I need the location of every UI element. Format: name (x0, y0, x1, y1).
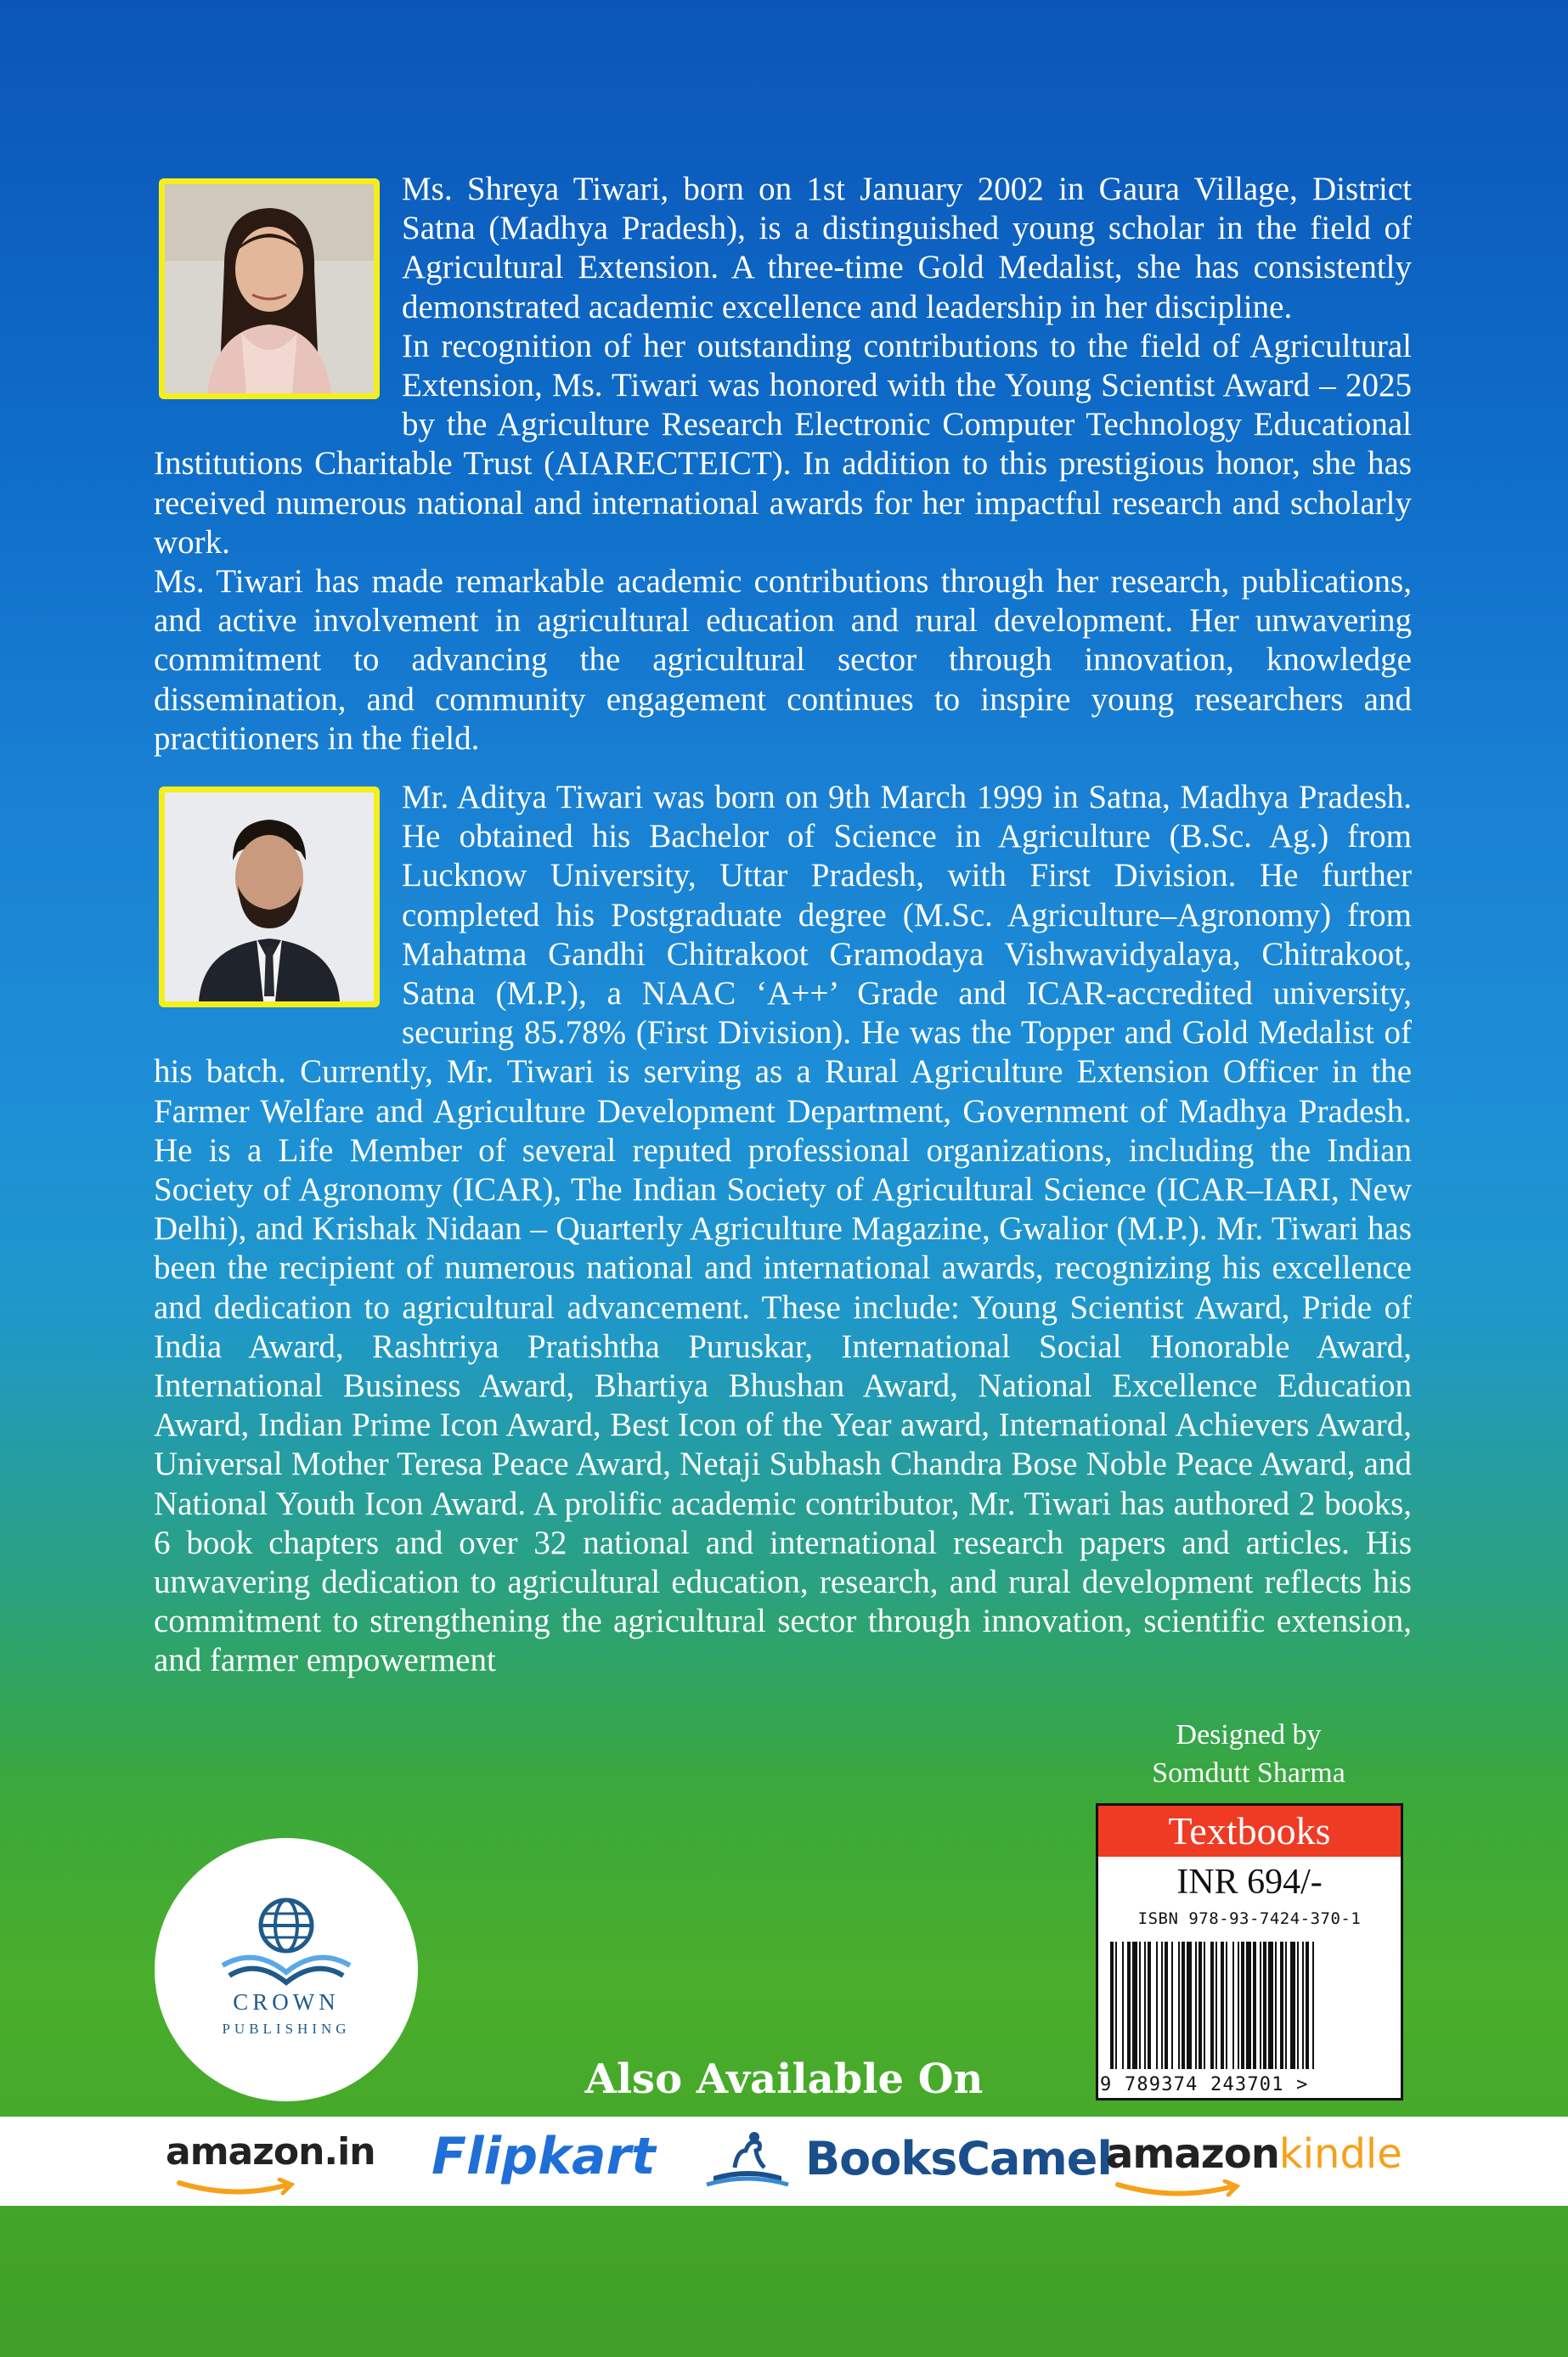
publisher-subname: PUBLISHING (222, 2021, 351, 2037)
barcode-bar (1280, 1942, 1283, 2069)
barcode-bar (1290, 1942, 1295, 2069)
designer-credit (1096, 1716, 1402, 1792)
barcode-bar (1165, 1942, 1168, 2069)
author-two-photo (159, 787, 380, 1007)
barcode-bar (1232, 1942, 1234, 2069)
author-one-photo (159, 178, 380, 399)
man-portrait-icon (165, 792, 374, 1001)
barcode-bar (1148, 1942, 1151, 2069)
barcode-bar (1199, 1942, 1202, 2069)
barcode-bar (1187, 1942, 1192, 2069)
barcode-bar (1285, 1942, 1287, 2069)
barcode-bar (1182, 1942, 1185, 2069)
barcode-bar (1144, 1942, 1146, 2069)
book-category: Textbooks (1098, 1806, 1401, 1857)
barcode-bar (1246, 1942, 1251, 2069)
isbn-number: ISBN 978-93-7424-370-1 (1137, 1909, 1362, 1928)
camel-book-icon (697, 2117, 798, 2202)
author-one-paragraph-2: In recognition of her outstanding contributions to the field of Agricultural Extension, Ms. Tiwari was honored with the Young Scientist Award – 2025 by the Agriculture Research Electronic Computer Technology Educational Institutions Charitable Trust (AIARECTEICT). In addition to this prestigious honor, she has received numerous national and international awards for her impactful research and scholarly work. (154, 327, 1412, 561)
barcode-bar (1238, 1942, 1239, 2069)
kindle-amazon-label: amazon (1106, 2130, 1279, 2178)
barcode-bar (1204, 1942, 1205, 2069)
author-one-bio (154, 170, 1412, 758)
barcode-bar (1302, 1942, 1304, 2069)
barcode-bar (1127, 1942, 1131, 2069)
book-price: INR 694/- (1176, 1863, 1323, 1902)
barcode-bar (1210, 1942, 1214, 2069)
amazon-in-label: amazon.in (166, 2130, 375, 2174)
barcode-bar (1115, 1942, 1117, 2069)
barcode-bar (1122, 1942, 1124, 2069)
barcode-icon (1110, 1942, 1390, 2069)
barcode-digits: 9 789374 243701 > (1100, 2074, 1309, 2095)
amazon-in-logo[interactable] (166, 2130, 375, 2219)
woman-portrait-icon (165, 184, 374, 393)
publisher-name: CROWN (233, 1989, 340, 2015)
also-available-heading: Also Available On (584, 2055, 984, 2103)
flipkart-logo[interactable] (431, 2127, 656, 2216)
flipkart-label: Flipkart (431, 2127, 656, 2186)
bookscamel-label: BooksCamel (805, 2132, 1112, 2185)
author-one-paragraph-1: Ms. Shreya Tiwari, born on 1st January 2002 in Gaura Village, District Satna (Madhya Pradesh), is a distinguished young scholar in the field of Agricultural Extension. A three-time Gold Medalist, she has consistently demonstrated academic excellence and leadership in her discipline. (402, 171, 1412, 325)
author-one-paragraph-3: Ms. Tiwari has made remarkable academic contributions through her research, publications, and active involvement in agricultural education and rural development. Her unwavering commitment to advancing the agricultural sector through innovation, knowledge dissemination, and community engagement continues to inspire young researchers and practitioners in the field. (154, 563, 1412, 757)
barcode-bar (1260, 1942, 1261, 2069)
barcode-bar (1263, 1942, 1266, 2069)
barcode-bar (1195, 1942, 1197, 2069)
barcode-bar (1275, 1942, 1277, 2069)
barcode-bar (1110, 1942, 1114, 2069)
store-strip (0, 2117, 1568, 2206)
barcode-bar (1221, 1942, 1224, 2069)
barcode-bar (1268, 1942, 1273, 2069)
barcode-bar (1171, 1942, 1173, 2069)
author-two-paragraph-1: Mr. Aditya Tiwari was born on 9th March 1999 in Satna, Madhya Pradesh. He obtained his Bachelor of Science in Agriculture (B.Sc. Ag.) from Lucknow University, Uttar Pradesh, with First Division. He further completed his Postgraduate degree (M.Sc. Agriculture–Agronomy) from Mahatma Gandhi Chitrakoot Gramodaya Vishwavidyalaya, Chitrakoot, Satna (M.P.), a NAAC ‘A++’ Grade and ICAR-accredited university, securing 85.78% (First Division). He was the Topper and Gold Medalist of his batch. Currently, Mr. Tiwari is serving as a Rural Agriculture Extension Officer in the Farmer Welfare and Agriculture Development Department, Government of Madhya Pradesh. He is a Life Member of several reputed professional organizations, including the Indian Society of Agronomy (ICAR), The Indian Society of Agricultural Science (ICAR–IARI, New Delhi), and Krishak Nidaan – Quarterly Agriculture Magazine, Gwalior (M.P.). Mr. Tiwari has been the recipient of numerous national and international awards, recognizing his excellence and dedication to agricultural advancement. These include: Young Scientist Award, Pride of India Award, Rashtriya Pratishtha Puruskar, International Social Honorable Award, International Business Award, Bhartiya Bhushan Award, National Excellence Education Award, Indian Prime Icon Award, Best Icon of the Year award, International Achievers Award, Universal Mother Teresa Peace Award, Netaji Subhash Chandra Bose Noble Peace Award, and National Youth Icon Award. A prolific academic contributor, Mr. Tiwari has authored 2 books, 6 book chapters and over 32 national and international research papers and articles. His unwavering dedication to agricultural education, research, and rural development reflects his commitment to strengthening the agricultural sector through innovation, scientific extension, and farmer empowerment (154, 779, 1412, 1679)
barcode-bar (1215, 1942, 1217, 2069)
barcode-bar (1297, 1942, 1299, 2069)
bookscamel-logo[interactable] (697, 2117, 1112, 2206)
barcode-bar (1312, 1942, 1314, 2069)
amazon-kindle-logo[interactable] (1106, 2130, 1402, 2219)
kindle-label: kindle (1278, 2130, 1402, 2178)
designer-name: Somdutt Sharma (1152, 1757, 1345, 1789)
amazon-smile-icon (176, 2178, 303, 2198)
designer-label: Designed by (1176, 1719, 1322, 1751)
barcode-bar (1178, 1942, 1180, 2069)
barcode-bar (1161, 1942, 1163, 2069)
barcode-bar (1132, 1942, 1137, 2069)
barcode-bar (1241, 1942, 1244, 2069)
barcode-bar (1139, 1942, 1141, 2069)
barcode-bar (1253, 1942, 1256, 2069)
author-two-bio (154, 778, 1412, 1681)
barcode-bar (1226, 1942, 1227, 2069)
kindle-smile-icon (1114, 2179, 1250, 2200)
barcode-bar (1306, 1942, 1309, 2069)
barcode-bar (1156, 1942, 1158, 2069)
